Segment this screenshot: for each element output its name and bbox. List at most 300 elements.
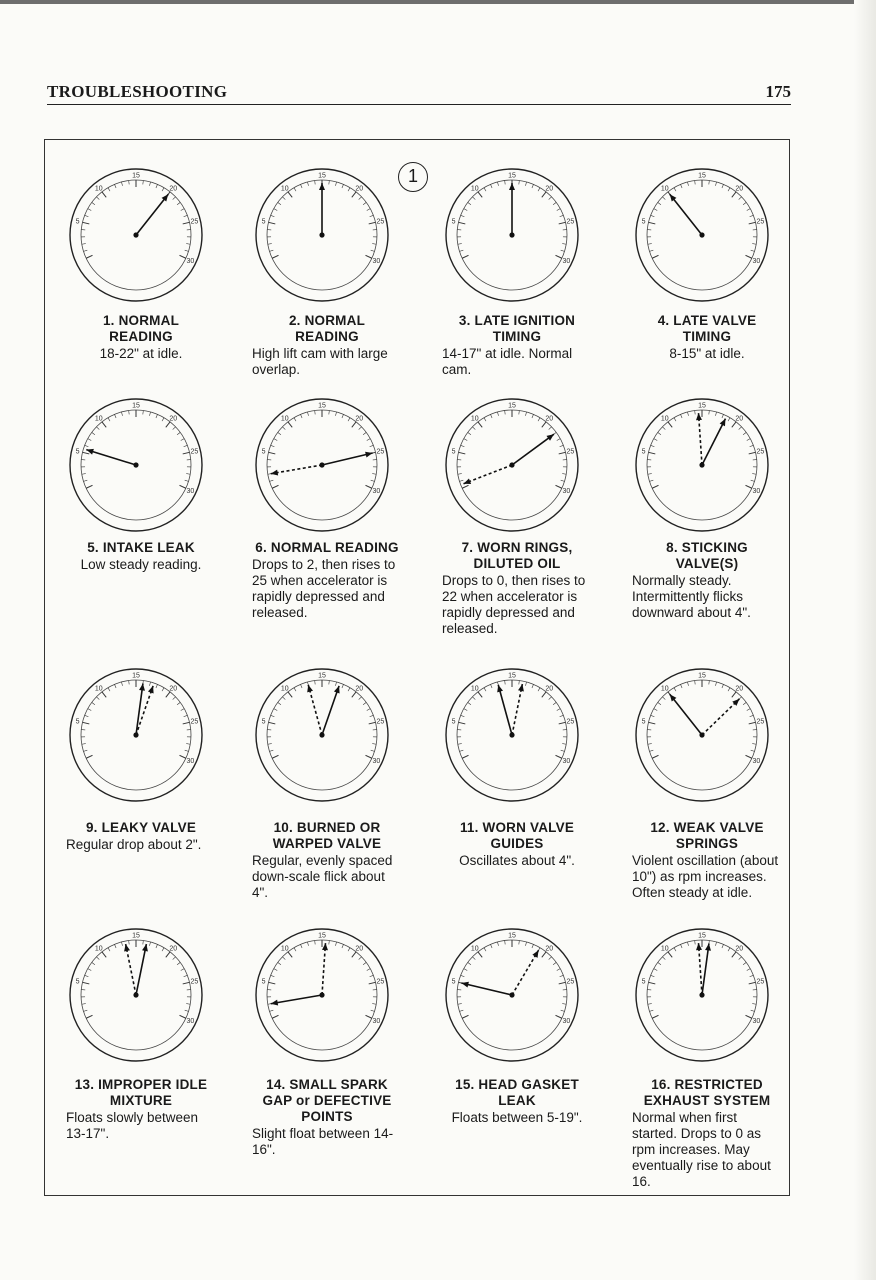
gauge-tick [366,1015,372,1018]
gauge-caption-14 [252,1077,402,1158]
gauge-tick [370,975,374,976]
gauge-tick [462,755,468,758]
gauge-dial-label: 25 [190,448,199,456]
needle-hub [133,992,138,997]
gauge-tick [681,184,683,188]
gauge-dial-label: 5 [261,718,266,726]
gauge-tick [505,940,506,944]
gauge-tick [271,715,275,716]
gauge-dial-label: 5 [451,978,456,986]
gauge-tick [525,682,526,686]
gauge-dial-label: 10 [280,945,289,953]
gauge-tick [88,439,92,441]
gauge-dial-label: 30 [562,487,571,495]
gauge-dial-label: 10 [94,945,103,953]
gauge-tick [173,427,176,430]
gauge-dial-label: 25 [756,448,765,456]
gauge-dial-label: 10 [660,945,669,953]
gauge-tick [654,209,658,211]
gauge-tick [654,969,658,971]
gauge-tick [674,948,676,951]
gauge-dial-label: 15 [508,932,516,940]
gauge-tick [468,432,471,434]
gauge-tick [658,702,661,704]
gauge-tick [472,427,475,430]
gauge-dial-label: 30 [186,757,195,765]
gauge-tick [658,432,661,434]
gauge-tick [478,692,482,697]
gauge-caption-description: Violent oscillation (about 10") as rpm increases. Often steady at idle. [632,853,779,900]
gauge-caption-6 [252,540,402,621]
gauge-tick [288,192,292,197]
gauge-tick [715,942,716,946]
gauge-tick [525,412,526,416]
gauge-tick [282,197,285,200]
gauge-tick [329,180,330,184]
gauge-tick [282,697,285,700]
gauge-tick [695,680,696,684]
gauge-tick [269,250,273,251]
gauge-tick [732,192,736,197]
gauge-tick [559,222,566,224]
gauge-tick [342,944,344,948]
gauge-tick [652,485,658,488]
gauge-tick [750,215,754,216]
gauge-tick [560,215,564,216]
gauge-tick [752,1004,756,1005]
gauge-tick [177,432,180,434]
needle-dashed [702,699,739,735]
gauge-tick [183,982,190,984]
gauge-tick [342,414,344,418]
gauge-tick [560,445,564,446]
gauge-tick [542,422,546,427]
gauge-tick [743,962,746,964]
gauge-dial-label: 5 [261,448,266,456]
gauge-dial-label: 25 [566,978,575,986]
gauge-tick [108,948,110,951]
needle-hub [699,732,704,737]
gauge-tick [651,975,655,976]
needle-hub [699,462,704,467]
gauge-tick [274,969,278,971]
gauge-tick [648,1004,652,1005]
gauge-tick [184,445,188,446]
gauge-tick [370,715,374,716]
gauge-tick [307,182,308,186]
gauge-tick [668,422,672,427]
gauge-dial-label: 10 [280,185,289,193]
needle-arrowhead [271,470,278,476]
gauge-tick [82,722,89,724]
gauge-tick [468,202,471,204]
gauge-dial-label: 30 [372,257,381,265]
gauge-tick [519,180,520,184]
gauge-tick [185,250,189,251]
gauge-tick [739,427,742,430]
gauge-tick [560,975,564,976]
gauge-dial-label: 15 [132,932,140,940]
gauge-tick [184,975,188,976]
gauge-tick [186,244,190,245]
gauge-dial-label: 5 [451,448,456,456]
vacuum-gauge-14 [247,920,397,1070]
gauge-tick [88,209,92,211]
gauge-tick [562,744,566,745]
gauge-dial-label: 10 [660,415,669,423]
needle-hub [133,232,138,237]
gauge-tick [648,474,652,475]
gauge-dial-label: 10 [470,185,479,193]
gauge-tick [674,188,676,191]
gauge-dial-label: 20 [545,185,554,193]
needle-arrowhead [334,686,340,694]
vacuum-gauge-11 [437,660,587,810]
gauge-dial-label: 30 [752,257,761,265]
gauge-tick [86,255,92,258]
needle-arrowhead [696,943,702,950]
gauge-dial-label: 15 [698,172,706,180]
gauge-caption-title: 12. WEAK VALVE SPRINGS [650,820,764,851]
gauge-tick [542,952,546,957]
gauge-tick [651,715,655,716]
gauge-tick [459,1010,463,1011]
needle-solid [136,944,146,995]
gauge-tick [458,244,462,245]
gauge-tick [662,957,665,960]
vacuum-gauge-16 [627,920,777,1070]
gauge-tick [649,480,653,481]
gauge-tick [462,1015,468,1018]
gauge-tick [538,688,540,691]
gauge-tick [556,755,562,758]
vacuum-gauge-1 [61,160,211,310]
gauge-tick [183,452,190,454]
gauge-dial-label: 10 [280,685,289,693]
gauge-tick [542,192,546,197]
gauge-tick [121,412,122,416]
needle-hub [509,462,514,467]
needle-solid [136,194,168,235]
gauge-tick [82,222,89,224]
gauge-tick [294,688,296,691]
gauge-tick [728,948,730,951]
needle-hub [133,462,138,467]
gauge-tick [367,439,371,441]
gauge-tick [370,445,374,446]
gauge-tick [519,410,520,414]
gauge-caption-title: 11. WORN VALVE GUIDES [459,820,575,851]
gauge-tick [722,414,724,418]
gauge-tick [709,180,710,184]
needle-dashed [699,943,702,995]
gauge-caption-title: 9. LEAKY VALVE [85,820,197,835]
gauge-tick [301,684,303,688]
gauge-tick [359,697,362,700]
gauge-dial-label: 15 [132,172,140,180]
gauge-tick [751,480,755,481]
gauge-tick [747,209,751,211]
gauge-caption-11 [442,820,592,869]
gauge-tick [649,1010,653,1011]
needle-solid [670,694,702,735]
gauge-tick [352,692,356,697]
gauge-tick [359,427,362,430]
needle-arrowhead [518,684,524,691]
gauge-tick [461,445,465,446]
gauge-tick [549,427,552,430]
gauge-tick [709,680,710,684]
gauge-tick [747,969,751,971]
gauge-tick [538,188,540,191]
gauge-tick [83,750,87,751]
gauge-tick [272,755,278,758]
gauge-tick [491,184,493,188]
gauge-tick [269,480,273,481]
gauge-tick [538,418,540,421]
gauge-dial-label: 20 [355,185,364,193]
gauge-dial-label: 15 [508,402,516,410]
gauge-tick [85,715,89,716]
gauge-tick [749,722,756,724]
gauge-dial-label: 10 [470,945,479,953]
gauge-tick [143,410,144,414]
gauge-tick [557,209,561,211]
gauge-tick [348,948,350,951]
gauge-tick [732,692,736,697]
gauge-dial-label: 5 [75,718,80,726]
gauge-tick [561,750,565,751]
gauge-tick [562,244,566,245]
gauge-caption-description: 18-22" at idle. [99,346,183,361]
gauge-tick [525,942,526,946]
gauge-dial-label: 30 [562,757,571,765]
gauge-tick [722,184,724,188]
gauge-dial-label: 30 [186,487,195,495]
gauge-dial-label: 10 [660,685,669,693]
gauge-tick [92,202,95,204]
gauge-tick [687,412,688,416]
gauge-tick [363,202,366,204]
gauge-tick [497,182,498,186]
gauge-tick [652,255,658,258]
gauge-caption-7 [442,540,592,637]
gauge-tick [115,944,117,948]
vacuum-gauge-2 [247,160,397,310]
gauge-tick [162,418,164,421]
needle-arrowhead [464,478,472,484]
gauge-tick [274,439,278,441]
gauge-tick [674,688,676,691]
gauge-tick [728,188,730,191]
gauge-tick [88,709,92,711]
gauge-dial-label: 20 [355,415,364,423]
gauge-tick [505,180,506,184]
gauge-tick [557,709,561,711]
gauge-tick [648,722,655,724]
gauge-tick [307,412,308,416]
gauge-tick [747,439,751,441]
gauge-tick [185,750,189,751]
gauge-dial-label: 25 [756,218,765,226]
needle-solid [271,995,322,1004]
gauge-dial-label: 30 [372,487,381,495]
gauge-caption-description: Normal when first started. Drops to 0 as rpm increases. May eventually rise to about 16. [632,1110,771,1189]
needle-dashed [308,685,322,735]
gauge-tick [556,255,562,258]
gauge-tick [177,202,180,204]
gauge-caption-title: 1. NORMAL READING [102,313,180,344]
gauge-tick [367,709,371,711]
gauge-dial-label: 25 [190,218,199,226]
gauge-tick [687,682,688,686]
gauge-tick [183,222,190,224]
gauge-tick [458,474,462,475]
gauge-tick [129,680,130,684]
gauge-tick [129,940,130,944]
gauge-tick [274,709,278,711]
needle-hub [133,732,138,737]
gauge-tick [556,1015,562,1018]
gauge-tick [121,182,122,186]
gauge-tick [732,952,736,957]
gauge-tick [166,692,170,697]
needle-hub [699,992,704,997]
gauge-caption-description: Oscillates about 4". [459,853,575,868]
vacuum-gauge-7 [437,390,587,540]
gauge-tick [553,962,556,964]
gauge-dial-label: 30 [752,487,761,495]
gauge-dial-label: 10 [470,685,479,693]
needle-dashed [271,465,322,474]
gauge-tick [184,215,188,216]
gauge-tick [746,255,752,258]
needle-dashed [322,943,325,995]
gauge-tick [85,975,89,976]
gauge-tick [348,418,350,421]
gauge-tick [695,410,696,414]
gauge-tick [750,975,754,976]
gauge-tick [288,952,292,957]
gauge-tick [88,969,92,971]
gauge-tick [371,1010,375,1011]
gauge-tick [562,1004,566,1005]
needle-solid [86,450,136,465]
needle-dashed [512,684,522,735]
gauge-tick [519,680,520,684]
gauge-tick [484,948,486,951]
vacuum-gauge-12 [627,660,777,810]
gauge-tick [102,952,106,957]
gauge-tick [177,702,180,704]
gauge-tick [329,410,330,414]
gauge-caption-description: Normally steady. Intermittently flicks downward about 4". [632,573,751,620]
gauge-tick [181,709,185,711]
gauge-dial-label: 5 [75,218,80,226]
gauge-tick [115,684,117,688]
gauge-tick [102,692,106,697]
gauge-tick [739,197,742,200]
gauge-caption-title: 4. LATE VALVE TIMING [657,313,757,344]
gauge-tick [746,755,752,758]
gauge-tick [108,418,110,421]
gauge-tick [82,244,86,245]
needle-arrowhead [148,686,154,694]
gauge-tick [268,222,275,224]
gauge-tick [749,982,756,984]
gauge-tick [728,418,730,421]
gauge-tick [491,684,493,688]
gauge-tick [149,412,150,416]
gauge-tick [491,944,493,948]
gauge-tick [269,750,273,751]
gauge-tick [342,184,344,188]
gauge-tick [274,209,278,211]
gauge-caption-title: 2. NORMAL READING [288,313,366,344]
gauge-caption-title: 14. SMALL SPARK GAP or DEFECTIVE POINTS [262,1077,392,1124]
gauge-caption-5 [66,540,216,573]
gauge-tick [752,244,756,245]
gauge-dial-label: 5 [75,978,80,986]
gauge-tick [722,684,724,688]
gauge-tick [464,209,468,211]
gauge-tick [695,180,696,184]
gauge-tick [715,412,716,416]
gauge-tick [674,418,676,421]
gauge-tick [301,944,303,948]
gauge-dial-label: 30 [372,1017,381,1025]
gauge-caption-description: Slight float between 14-16". [252,1126,394,1157]
gauge-tick [519,940,520,944]
gauge-tick [458,452,465,454]
gauge-tick [743,202,746,204]
gauge-tick [461,715,465,716]
gauge-tick [715,682,716,686]
gauge-dial-label: 30 [186,1017,195,1025]
gauge-tick [307,942,308,946]
gauge-tick [497,942,498,946]
gauge-dial-label: 20 [169,185,178,193]
gauge-caption-description: Floats between 5-19". [451,1110,583,1125]
gauge-tick [186,1004,190,1005]
gauge-tick [369,722,376,724]
gauge-tick [82,452,89,454]
needle-dashed [464,465,512,484]
needle-solid [322,453,373,465]
gauge-tick [367,209,371,211]
gauge-tick [86,485,92,488]
gauge-tick [491,414,493,418]
gauge-tick [129,410,130,414]
gauge-tick [751,750,755,751]
gauge-tick [746,485,752,488]
gauge-tick [335,182,336,186]
gauge-tick [82,1004,86,1005]
gauge-tick [478,192,482,197]
gauge-tick [335,682,336,686]
gauge-tick [83,1010,87,1011]
gauge-tick [121,682,122,686]
gauge-tick [288,692,292,697]
gauge-tick [752,474,756,475]
gauge-dial-label: 30 [752,757,761,765]
gauge-tick [658,962,661,964]
gauge-tick [743,702,746,704]
gauge-tick [549,957,552,960]
gauge-tick [542,692,546,697]
gauge-tick [654,709,658,711]
gauge-tick [462,485,468,488]
